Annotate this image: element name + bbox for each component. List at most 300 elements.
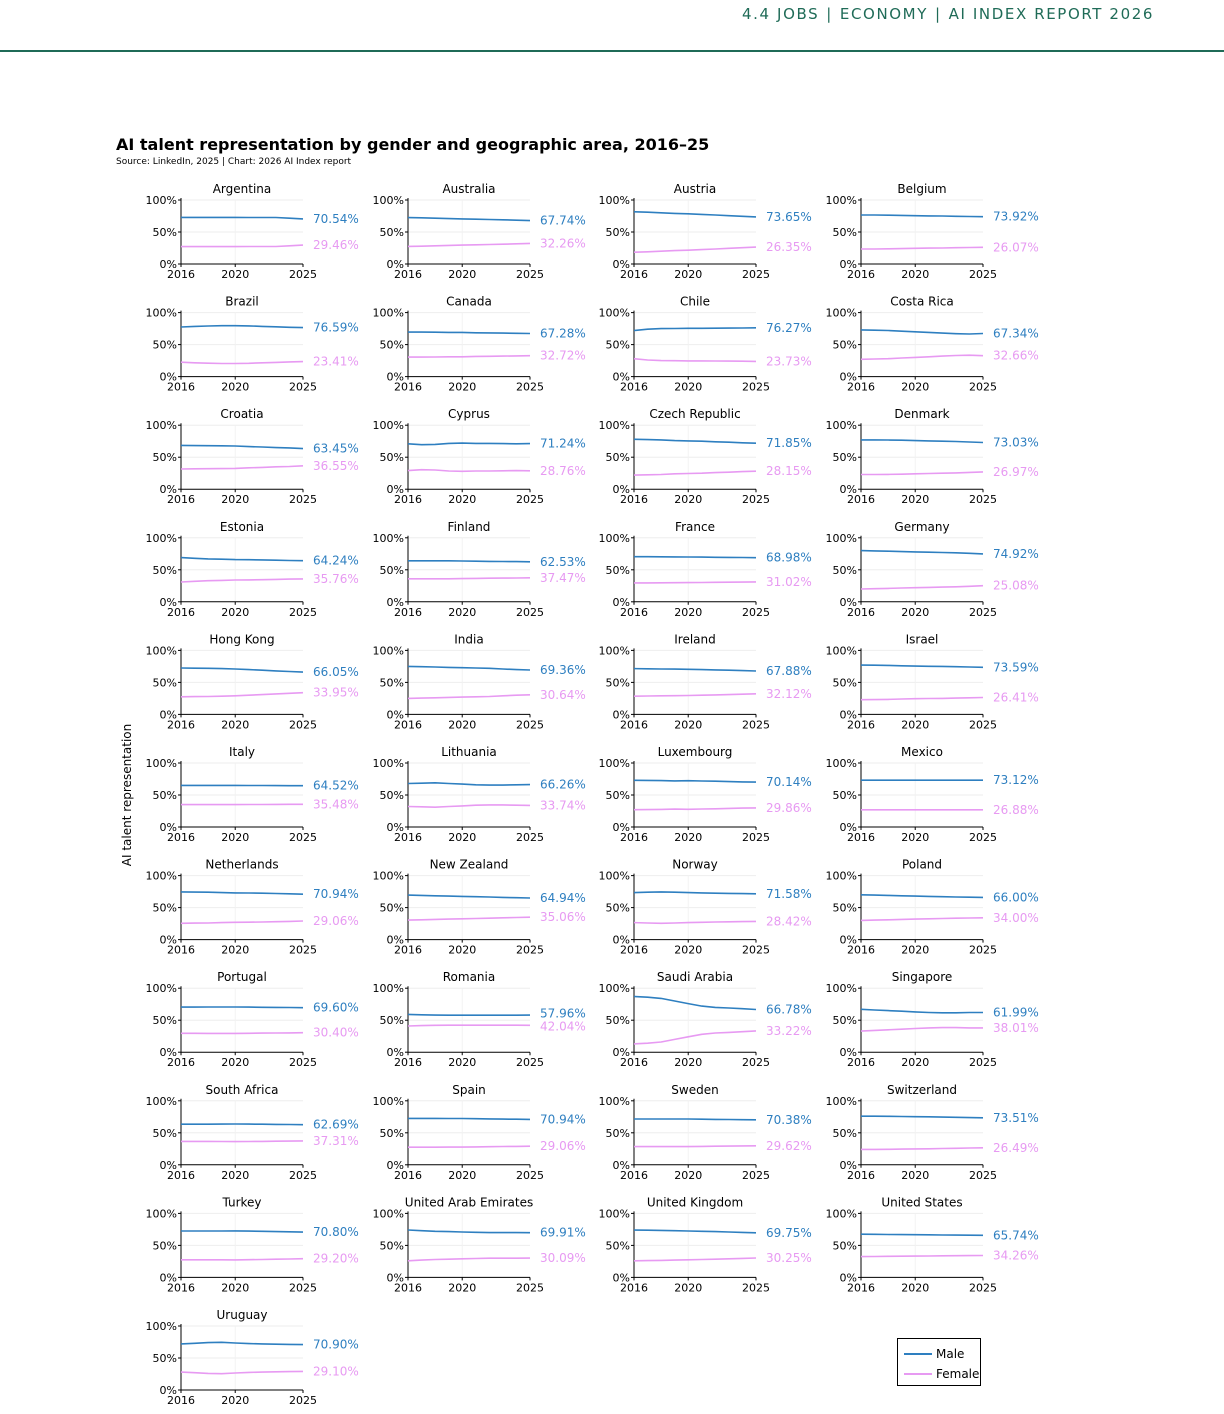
panel-singapore (826, 970, 1039, 1069)
panel-cyprus (373, 407, 586, 506)
x-tick-label: 2016 (167, 943, 195, 957)
x-tick-label: 2016 (620, 268, 648, 281)
y-tick-label: 100% (372, 306, 404, 320)
x-tick-label: 2016 (167, 831, 195, 844)
y-tick-label: 50% (152, 789, 177, 802)
y-tick-label: 0% (612, 1158, 630, 1172)
y-tick-label: 0% (386, 483, 404, 497)
male-series-line (408, 895, 530, 898)
x-tick-label: 2020 (221, 605, 250, 619)
female-end-label: 38.01% (993, 1020, 1039, 1035)
panel-argentina (146, 182, 359, 281)
female-series-line (634, 921, 756, 923)
y-tick-label: 0% (159, 595, 177, 609)
female-series-line (181, 693, 303, 697)
y-tick-label: 0% (386, 258, 404, 271)
male-series-line (181, 668, 303, 672)
y-tick-label: 100% (145, 1320, 177, 1333)
male-series-line (408, 1118, 530, 1119)
x-tick-label: 2016 (620, 1056, 648, 1070)
x-tick-label: 2020 (221, 1168, 250, 1182)
y-tick-label: 100% (372, 1094, 404, 1108)
male-end-label: 70.94% (313, 887, 359, 902)
x-tick-label: 2025 (742, 1056, 770, 1070)
legend-item-male (904, 1346, 964, 1362)
x-tick-label: 2025 (969, 1168, 997, 1182)
female-series-line (408, 356, 530, 357)
female-series-line (408, 805, 530, 807)
y-tick-label: 0% (159, 821, 177, 834)
y-tick-label: 50% (605, 676, 630, 690)
x-tick-label: 2020 (448, 1281, 477, 1295)
y-tick-label: 50% (379, 1014, 404, 1028)
y-tick-label: 50% (379, 901, 404, 915)
y-tick-label: 100% (372, 644, 404, 658)
header-chapter: ECONOMY (839, 5, 928, 23)
male-series-line (634, 997, 756, 1010)
x-tick-label: 2025 (516, 380, 544, 394)
y-tick-label: 50% (832, 226, 857, 239)
panel-finland (373, 520, 586, 619)
x-tick-label: 2020 (674, 1056, 703, 1070)
panel-title: Poland (901, 857, 943, 872)
male-end-label: 64.94% (540, 891, 586, 906)
female-end-label: 26.88% (993, 802, 1039, 817)
female-end-label: 35.76% (313, 571, 359, 586)
panel-sweden (599, 1083, 812, 1182)
y-tick-label: 100% (145, 757, 177, 770)
panel-germany (826, 520, 1039, 619)
panel-portugal (146, 970, 359, 1069)
male-end-label: 57.96% (540, 1006, 586, 1021)
panel-title: Singapore (891, 970, 953, 985)
x-tick-label: 2025 (289, 1394, 317, 1407)
y-tick-label: 0% (839, 595, 857, 609)
x-tick-label: 2020 (901, 1281, 930, 1295)
y-tick-label: 50% (379, 451, 404, 465)
y-tick-label: 0% (839, 258, 857, 271)
female-end-label: 34.26% (993, 1248, 1039, 1263)
y-tick-label: 100% (372, 869, 404, 883)
y-tick-label: 0% (612, 933, 630, 947)
x-tick-label: 2016 (847, 1056, 875, 1070)
female-end-label: 36.55% (313, 458, 359, 473)
y-tick-label: 50% (832, 1126, 857, 1140)
panel-australia (373, 182, 586, 281)
y-tick-label: 50% (605, 1126, 630, 1140)
y-tick-label: 0% (839, 1046, 857, 1060)
panel-lithuania (373, 745, 586, 844)
female-end-label: 28.76% (540, 463, 586, 478)
x-tick-label: 2025 (289, 605, 317, 619)
male-end-label: 66.78% (766, 1002, 812, 1017)
x-tick-label: 2016 (847, 268, 875, 281)
y-tick-label: 0% (612, 483, 630, 497)
female-end-label: 30.64% (540, 687, 586, 702)
female-series-line (634, 694, 756, 696)
y-tick-label: 0% (386, 1158, 404, 1172)
panel-title: Ireland (674, 632, 716, 647)
male-series-line (408, 783, 530, 785)
panel-new-zealand (373, 858, 586, 957)
x-tick-label: 2025 (516, 831, 544, 844)
panel-france (599, 520, 812, 619)
y-tick-label: 50% (379, 1239, 404, 1253)
panel-title: Romania (442, 970, 496, 985)
male-end-label: 76.59% (313, 320, 359, 335)
panel-austria (599, 182, 812, 281)
y-tick-label: 0% (839, 821, 857, 834)
y-tick-label: 50% (605, 338, 630, 352)
y-tick-label: 100% (598, 419, 630, 433)
x-tick-label: 2020 (674, 268, 703, 281)
y-tick-label: 0% (386, 821, 404, 834)
x-tick-label: 2020 (221, 1056, 250, 1070)
male-end-label: 67.28% (540, 326, 586, 341)
female-end-label: 26.07% (993, 240, 1039, 255)
y-tick-label: 0% (386, 933, 404, 947)
male-end-label: 73.65% (766, 209, 812, 224)
panel-title: Portugal (217, 970, 267, 985)
panel-title: Australia (442, 182, 496, 196)
female-series-line (861, 1148, 983, 1150)
x-tick-label: 2016 (394, 718, 422, 732)
y-tick-label: 100% (372, 982, 404, 996)
y-tick-label: 50% (152, 563, 177, 577)
female-series-line (634, 808, 756, 810)
male-series-line (408, 666, 530, 670)
y-tick-label: 50% (152, 338, 177, 352)
female-end-label: 29.10% (313, 1364, 359, 1379)
chart-source: Source: LinkedIn, 2025 | Chart: 2026 AI Index report (116, 157, 352, 167)
y-tick-label: 100% (825, 1094, 857, 1108)
y-tick-label: 0% (839, 1271, 857, 1285)
male-end-label: 70.94% (540, 1112, 586, 1127)
female-end-label: 29.62% (766, 1138, 812, 1153)
y-tick-label: 100% (145, 306, 177, 320)
x-tick-label: 2020 (221, 943, 250, 957)
male-series-line (181, 445, 303, 448)
female-end-label: 30.25% (766, 1251, 812, 1266)
panel-title: Italy (228, 745, 256, 759)
x-tick-label: 2025 (289, 268, 317, 281)
panel-title: South Africa (205, 1082, 279, 1097)
female-series-line (861, 586, 983, 589)
panel-luxembourg (599, 745, 812, 844)
x-tick-label: 2020 (674, 943, 703, 957)
x-tick-label: 2016 (394, 493, 422, 507)
y-tick-label: 0% (159, 370, 177, 384)
x-tick-label: 2025 (516, 1056, 544, 1070)
male-series-line (181, 1231, 303, 1232)
x-tick-label: 2016 (167, 380, 195, 394)
male-series-line (408, 218, 530, 221)
y-axis-label: AI talent representation (120, 723, 134, 867)
y-tick-label: 100% (145, 982, 177, 996)
x-tick-label: 2025 (969, 268, 997, 281)
x-tick-label: 2020 (448, 718, 477, 732)
x-tick-label: 2025 (742, 718, 770, 732)
panel-title: Czech Republic (649, 407, 741, 422)
x-tick-label: 2020 (901, 943, 930, 957)
male-series-line (181, 1124, 303, 1125)
female-series-line (634, 1258, 756, 1261)
panel-title: Mexico (901, 745, 943, 759)
y-tick-label: 100% (372, 419, 404, 433)
y-tick-label: 50% (379, 226, 404, 239)
female-end-label: 29.46% (313, 238, 359, 253)
x-tick-label: 2016 (847, 943, 875, 957)
male-end-label: 76.27% (766, 320, 812, 335)
male-end-label: 73.03% (993, 435, 1039, 450)
panel-switzerland (826, 1083, 1039, 1182)
male-series-line (181, 1007, 303, 1008)
x-tick-label: 2020 (901, 380, 930, 394)
female-series-line (861, 472, 983, 475)
x-tick-label: 2016 (620, 943, 648, 957)
y-tick-label: 0% (386, 595, 404, 609)
panel-south-africa (146, 1083, 359, 1182)
female-end-label: 29.06% (540, 1139, 586, 1154)
y-tick-label: 0% (159, 1158, 177, 1172)
panel-title: Norway (672, 857, 718, 872)
x-tick-label: 2020 (221, 1281, 250, 1295)
panel-title: Chile (679, 294, 711, 309)
y-tick-label: 100% (825, 306, 857, 320)
legend-swatch-female (904, 1373, 932, 1375)
y-tick-label: 0% (612, 1271, 630, 1285)
x-tick-label: 2020 (448, 943, 477, 957)
male-end-label: 64.52% (313, 778, 359, 793)
x-tick-label: 2016 (847, 1168, 875, 1182)
male-end-label: 73.59% (993, 660, 1039, 675)
panel-title: Argentina (212, 182, 272, 196)
panel-romania (373, 970, 586, 1069)
x-tick-label: 2025 (742, 605, 770, 619)
x-tick-label: 2020 (448, 380, 477, 394)
x-tick-label: 2016 (394, 1168, 422, 1182)
x-tick-label: 2016 (847, 493, 875, 507)
x-tick-label: 2025 (289, 380, 317, 394)
male-end-label: 66.00% (993, 890, 1039, 905)
female-end-label: 25.08% (993, 578, 1039, 593)
y-tick-label: 100% (145, 531, 177, 545)
panel-title: France (675, 519, 715, 534)
y-tick-label: 50% (152, 226, 177, 239)
male-series-line (181, 558, 303, 561)
y-tick-label: 100% (825, 757, 857, 770)
y-tick-label: 0% (159, 1271, 177, 1285)
x-tick-label: 2025 (289, 1168, 317, 1182)
male-end-label: 66.05% (313, 665, 359, 680)
panel-uruguay (146, 1308, 359, 1407)
x-tick-label: 2020 (674, 380, 703, 394)
header-section: 4.4 JOBS (742, 5, 820, 23)
x-tick-label: 2025 (969, 380, 997, 394)
y-tick-label: 0% (386, 1271, 404, 1285)
panel-title: Austria (673, 182, 717, 196)
y-tick-label: 100% (372, 194, 404, 207)
y-tick-label: 0% (159, 708, 177, 722)
male-end-label: 70.90% (313, 1337, 359, 1352)
panel-title: United Arab Emirates (404, 1195, 534, 1210)
y-tick-label: 100% (825, 644, 857, 658)
female-end-label: 42.04% (540, 1019, 586, 1034)
x-tick-label: 2020 (674, 1168, 703, 1182)
female-end-label: 34.00% (993, 910, 1039, 925)
y-tick-label: 100% (145, 419, 177, 433)
x-tick-label: 2025 (516, 1168, 544, 1182)
x-tick-label: 2016 (847, 831, 875, 844)
y-tick-label: 50% (379, 338, 404, 352)
y-tick-label: 0% (159, 1384, 177, 1397)
female-series-line (861, 1256, 983, 1257)
female-series-line (634, 1031, 756, 1044)
y-tick-label: 50% (832, 1239, 857, 1253)
y-tick-label: 100% (825, 531, 857, 545)
female-end-label: 28.42% (766, 914, 812, 929)
panel-chile (599, 295, 812, 394)
panel-canada (373, 295, 586, 394)
y-tick-label: 50% (379, 789, 404, 802)
panel-turkey (146, 1195, 359, 1294)
female-series-line (181, 1371, 303, 1373)
female-series-line (408, 1025, 530, 1026)
female-end-label: 33.95% (313, 685, 359, 700)
x-tick-label: 2025 (516, 493, 544, 507)
female-series-line (181, 1259, 303, 1260)
x-tick-label: 2016 (394, 605, 422, 619)
female-end-label: 28.15% (766, 464, 812, 479)
x-tick-label: 2025 (289, 831, 317, 844)
female-series-line (861, 355, 983, 359)
y-tick-label: 0% (159, 258, 177, 271)
panel-title: United States (881, 1195, 963, 1210)
female-series-line (181, 579, 303, 582)
y-tick-label: 50% (605, 1014, 630, 1028)
y-tick-label: 0% (159, 483, 177, 497)
panel-united-states (826, 1195, 1039, 1294)
female-series-line (861, 247, 983, 249)
x-tick-label: 2020 (221, 493, 250, 507)
female-series-line (408, 1258, 530, 1261)
panel-title: Sweden (671, 1082, 719, 1097)
y-tick-label: 0% (839, 708, 857, 722)
male-end-label: 69.75% (766, 1225, 812, 1240)
panel-title: Germany (894, 519, 950, 534)
y-tick-label: 100% (145, 869, 177, 883)
female-end-label: 35.06% (540, 910, 586, 925)
female-end-label: 29.86% (766, 800, 812, 815)
female-series-line (634, 359, 756, 362)
y-tick-label: 0% (839, 370, 857, 384)
y-tick-label: 100% (598, 1094, 630, 1108)
female-end-label: 32.66% (993, 348, 1039, 363)
legend-swatch-male (904, 1353, 932, 1355)
x-tick-label: 2025 (742, 1168, 770, 1182)
male-series-line (861, 665, 983, 667)
y-tick-label: 0% (386, 1046, 404, 1060)
y-tick-label: 50% (152, 1239, 177, 1253)
x-tick-label: 2016 (620, 718, 648, 732)
panel-title: Saudi Arabia (656, 970, 734, 985)
y-tick-label: 100% (825, 869, 857, 883)
male-series-line (634, 669, 756, 671)
panel-title: Estonia (219, 519, 265, 534)
panel-title: Denmark (894, 407, 950, 422)
header-separator: | (826, 5, 833, 23)
male-end-label: 67.88% (766, 663, 812, 678)
panel-title: Switzerland (887, 1082, 957, 1097)
x-tick-label: 2025 (742, 943, 770, 957)
x-tick-label: 2025 (969, 718, 997, 732)
panel-title: Belgium (897, 182, 947, 196)
male-end-label: 70.80% (313, 1225, 359, 1240)
female-end-label: 26.49% (993, 1140, 1039, 1155)
x-tick-label: 2016 (620, 1281, 648, 1295)
x-tick-label: 2020 (221, 380, 250, 394)
female-end-label: 30.09% (540, 1251, 586, 1266)
male-end-label: 67.74% (540, 213, 586, 228)
male-end-label: 71.85% (766, 436, 812, 451)
legend-label-female: Female (936, 1367, 980, 1381)
female-end-label: 32.72% (540, 348, 586, 363)
y-tick-label: 100% (598, 869, 630, 883)
male-series-line (181, 217, 303, 219)
panel-ireland (599, 632, 812, 731)
female-series-line (634, 247, 756, 252)
y-tick-label: 100% (825, 1207, 857, 1221)
x-tick-label: 2020 (901, 831, 930, 844)
male-end-label: 62.53% (540, 554, 586, 569)
panel-title: Hong Kong (209, 632, 275, 647)
y-tick-label: 100% (598, 757, 630, 770)
x-tick-label: 2020 (674, 718, 703, 732)
panel-title: Finland (447, 519, 491, 534)
x-tick-label: 2020 (448, 1056, 477, 1070)
y-tick-label: 50% (832, 451, 857, 465)
x-tick-label: 2025 (289, 493, 317, 507)
panel-title: Luxembourg (657, 745, 733, 759)
male-end-label: 73.92% (993, 209, 1039, 224)
y-tick-label: 100% (372, 1207, 404, 1221)
x-tick-label: 2020 (448, 493, 477, 507)
header-report: AI INDEX REPORT 2026 (948, 5, 1154, 23)
x-tick-label: 2020 (674, 605, 703, 619)
y-tick-label: 0% (839, 483, 857, 497)
female-end-label: 26.41% (993, 690, 1039, 705)
x-tick-label: 2020 (221, 718, 250, 732)
male-series-line (181, 326, 303, 328)
male-series-line (181, 1342, 303, 1344)
female-series-line (408, 578, 530, 579)
panel-norway (599, 858, 812, 957)
panel-denmark (826, 407, 1039, 506)
x-tick-label: 2025 (289, 718, 317, 732)
female-end-label: 33.22% (766, 1023, 812, 1038)
x-tick-label: 2016 (394, 943, 422, 957)
x-tick-label: 2025 (516, 605, 544, 619)
female-series-line (181, 362, 303, 364)
male-end-label: 70.14% (766, 775, 812, 790)
male-series-line (861, 215, 983, 217)
y-tick-label: 50% (832, 901, 857, 915)
panel-united-arab-emirates (373, 1195, 586, 1294)
y-tick-label: 100% (372, 531, 404, 545)
x-tick-label: 2016 (167, 1281, 195, 1295)
x-tick-label: 2016 (847, 1281, 875, 1295)
female-end-label: 32.12% (766, 686, 812, 701)
